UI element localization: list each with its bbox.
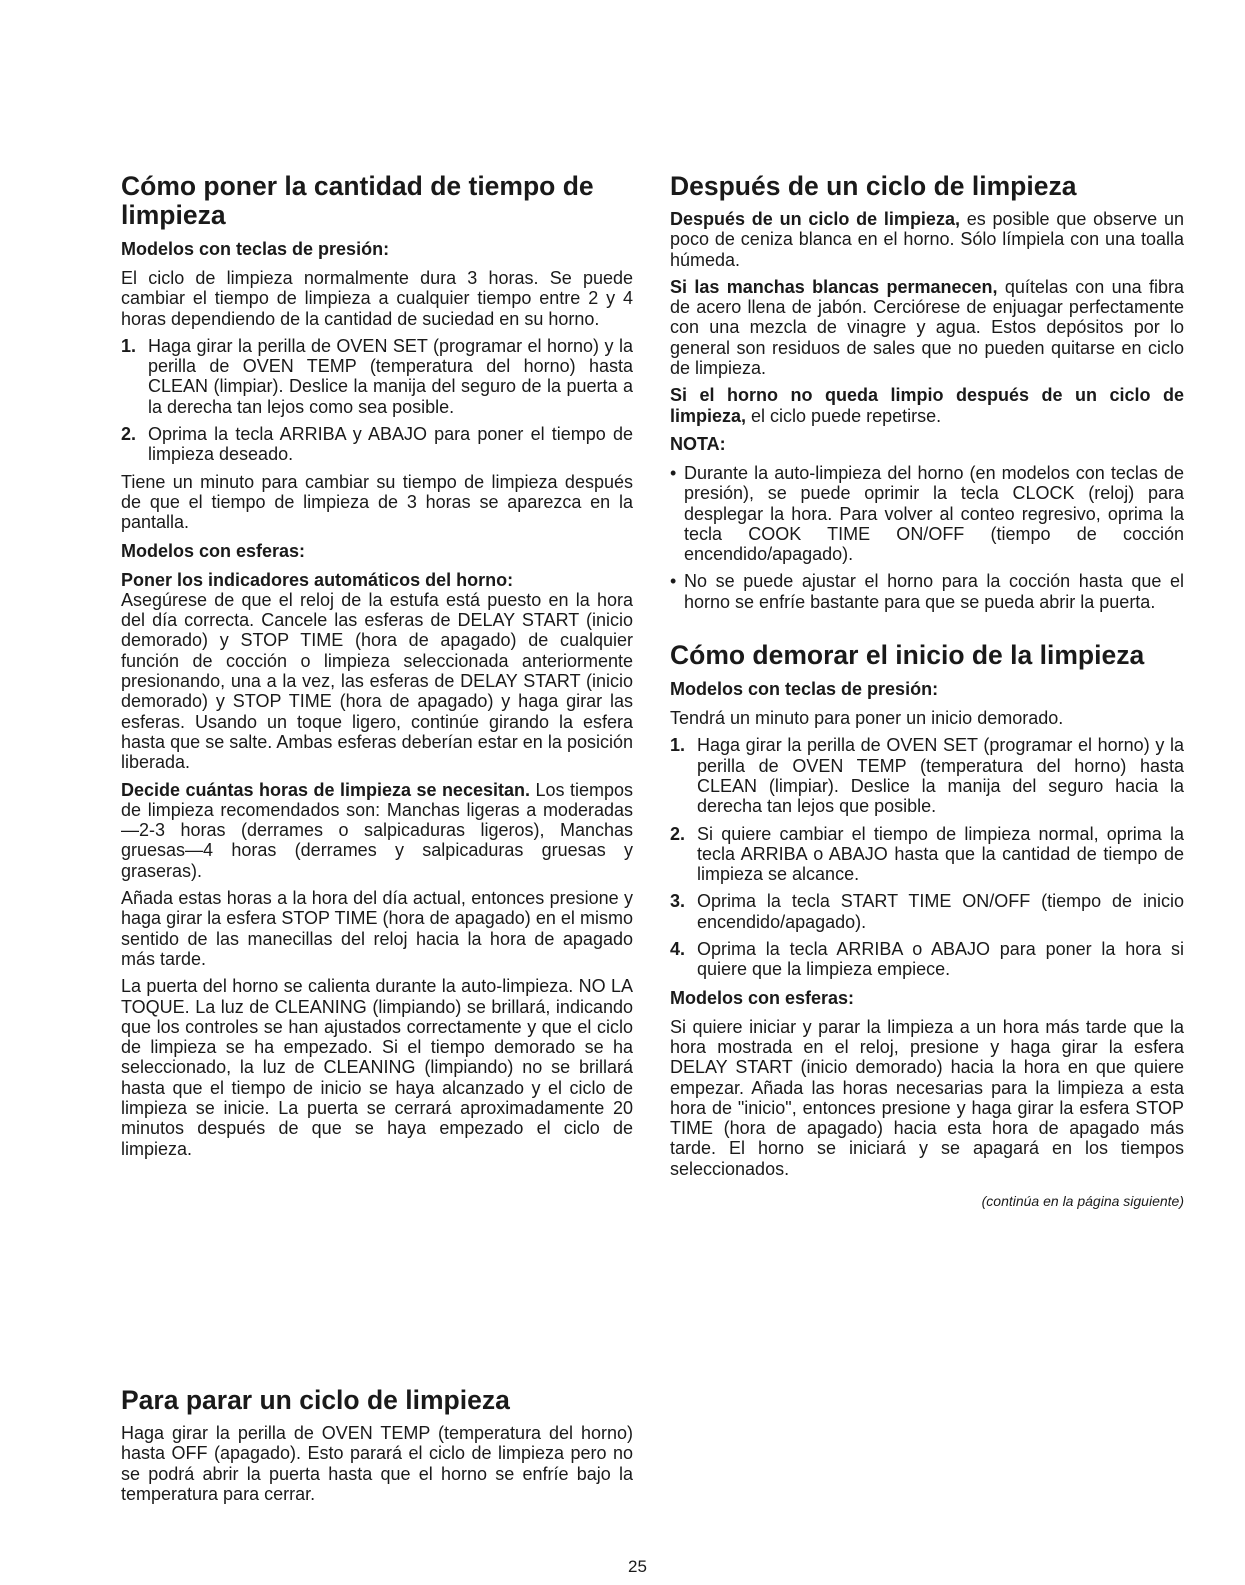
subheading-touch-pad-models: Modelos con teclas de presión: — [670, 679, 939, 700]
section-title-after-cleaning: Después de un ciclo de limpieza — [670, 171, 1077, 201]
lead-phrase: Después de un ciclo de limpieza, — [670, 209, 960, 229]
numbered-steps — [670, 735, 1184, 979]
section-title-delay-cleaning: Cómo demorar el inicio de la limpieza — [670, 640, 1145, 671]
section-title-cleaning-time: Cómo poner la cantidad de tiempo de limpieza — [121, 171, 594, 230]
subheading-dial-models: Modelos con esferas: — [670, 987, 855, 1008]
step-item: 3. Oprima la tecla START TIME ON/OFF (tiempo de inicio encendido/apagado). — [670, 891, 1184, 932]
bullet-icon: • — [670, 571, 677, 592]
continued-note: (continúa en la página siguiente) — [981, 1192, 1184, 1209]
step-item: 2. Oprima la tecla ARRIBA y ABAJO para poner el tiempo de limpieza deseado. — [121, 424, 633, 465]
bullet-item: • No se puede ajustar el horno para la cocción hasta que el horno se enfríe bastante para que se pueda abrir la puerta. — [670, 571, 1184, 612]
step-item: 4. Oprima la tecla ARRIBA o ABAJO para poner la hora si quiere que la limpieza empiece. — [670, 939, 1184, 980]
right-column — [670, 172, 1184, 1209]
note-heading: NOTA: — [670, 433, 726, 454]
paragraph: Tendrá un minuto para poner un inicio demorado. — [670, 708, 1064, 729]
numbered-steps — [121, 336, 633, 465]
lead-phrase: Poner los indicadores automáticos del horno: — [121, 569, 514, 590]
bullet-icon: • — [670, 462, 677, 483]
stop-cleaning-section — [121, 1386, 633, 1511]
note-bullets — [670, 463, 1184, 612]
lead-phrase: Decide cuántas horas de limpieza se necesitan. — [121, 779, 530, 800]
section-title-stop-cleaning: Para parar un ciclo de limpieza — [121, 1385, 510, 1415]
paragraph: Si las manchas blancas permanecen, quítelas con una fibra de acero llena de jabón. Cerciórese de enjuagar perfectamente con una mezcla de vinagre y agua. Estos depósitos por lo general son residuos de sales que no pueden quitarse en ciclo de limpieza. — [670, 276, 1184, 379]
subheading-dial-models: Modelos con esferas: — [121, 540, 306, 561]
paragraph: Decide cuántas horas de limpieza se necesitan. Los tiempos de limpieza recomendados son: Manchas ligeras a moderadas—2-3 horas (derrames o salpicaduras ligeros), Manchas gruesas—4 horas (derrames y salpicaduras gruesas y graseras). — [121, 779, 633, 881]
lead-phrase: Si las manchas blancas permanecen, — [670, 276, 998, 297]
left-column — [121, 172, 633, 1166]
paragraph: El ciclo de limpieza normalmente dura 3 horas. Se puede cambiar el tiempo de limpieza a cualquier tiempo entre 2 y 4 horas dependiendo de la cantidad de suciedad en su horno. — [121, 268, 633, 329]
paragraph: Poner los indicadores automáticos del horno: Asegúrese de que el reloj de la estufa está puesto en la hora del día correcta. Cancele las esferas de DELAY START (inicio demorado) y STOP TIME (hora de apagado) de cualquier función de cocción o limpieza seleccionada anteriormente presionando, una a la vez, las esferas de DELAY START (inicio demorado) y STOP TIME (hora de apagado) y haga girar las esferas. Usando un toque ligero, continúe girando la esfera hasta que se salte. Ambas esferas deberían estar en la posición liberada. — [121, 569, 633, 773]
subheading-touch-pad-models: Modelos con teclas de presión: — [121, 239, 390, 259]
paragraph: Añada estas horas a la hora del día actual, entonces presione y haga girar la esfera STOP TIME (hora de apagado) en el mismo sentido de las manecillas del reloj hacia la hora de apagado más tarde. — [121, 888, 633, 969]
paragraph: Después de un ciclo de limpieza, es posible que observe un poco de ceniza blanca en el horno. Sólo límpiela con una toalla húmeda. — [670, 209, 1184, 270]
page-number: 25 — [628, 1557, 647, 1576]
lead-phrase: Si el horno no queda limpio después de un ciclo de limpieza, — [670, 385, 1184, 426]
paragraph: Si el horno no queda limpio después de un ciclo de limpieza, el ciclo puede repetirse. — [670, 385, 1184, 426]
paragraph: Si quiere iniciar y parar la limpieza a un hora más tarde que la hora mostrada en el reloj, presione y haga girar la esfera DELAY START (inicio demorado) hacia la hora en que quiere empezar. Añada las horas necesarias para la limpieza a esta hora de "inicio", entonces presione y haga girar la esfera STOP TIME (hora de apagado) hacia esta hora de apagado más tarde. El horno se iniciará y se apagará en los tiempos seleccionados. — [670, 1016, 1184, 1179]
bullet-item: • Durante la auto-limpieza del horno (en modelos con teclas de presión), se puede oprimir la tecla CLOCK (reloj) para desplegar la hora. Para volver al conteo regresivo, oprima la tecla COOK TIME ON/OFF (tiempo de cocción encendido/apagado). — [670, 462, 1184, 565]
step-item: 2. Si quiere cambiar el tiempo de limpieza normal, oprima la tecla ARRIBA o ABAJO hasta que la cantidad de tiempo de limpieza se alcance. — [670, 823, 1184, 885]
paragraph: Tiene un minuto para cambiar su tiempo de limpieza después de que el tiempo de limpieza de 3 horas se aparezca en la pantalla. — [121, 471, 633, 533]
step-item: 1. Haga girar la perilla de OVEN SET (programar el horno) y la perilla de OVEN TEMP (temperatura del horno) hasta CLEAN (limpiar). Deslice la manija del seguro de la puerta a la derecha tan lejos como sea posible. — [121, 335, 633, 417]
paragraph: Haga girar la perilla de OVEN TEMP (temperatura del horno) hasta OFF (apagado). Esto parará el ciclo de limpieza pero no se podrá abrir la puerta hasta que el horno se enfríe bajo la temperatura para cerrar. — [121, 1423, 633, 1504]
paragraph: La puerta del horno se calienta durante la auto-limpieza. NO LA TOQUE. La luz de CLEANING (limpiando) se brillará, indicando que los controles se han ajustados correctamente y que el ciclo de limpieza se ha empezado. Si el tiempo demorado se ha seleccionado, la luz de CLEANING (limpiando) no se brillará hasta que el tiempo de inicio se haya alcanzado y el ciclo de limpieza se inicie. La puerta se cerrará aproximadamente 20 minutos después de que se haya empezado el ciclo de limpieza. — [121, 976, 633, 1159]
step-item: 1. Haga girar la perilla de OVEN SET (programar el horno) y la perilla de OVEN TEMP (temperatura del horno) hasta CLEAN (limpiar). Deslice la manija del seguro hacia la derecha tan lejos que posible. — [670, 735, 1184, 817]
